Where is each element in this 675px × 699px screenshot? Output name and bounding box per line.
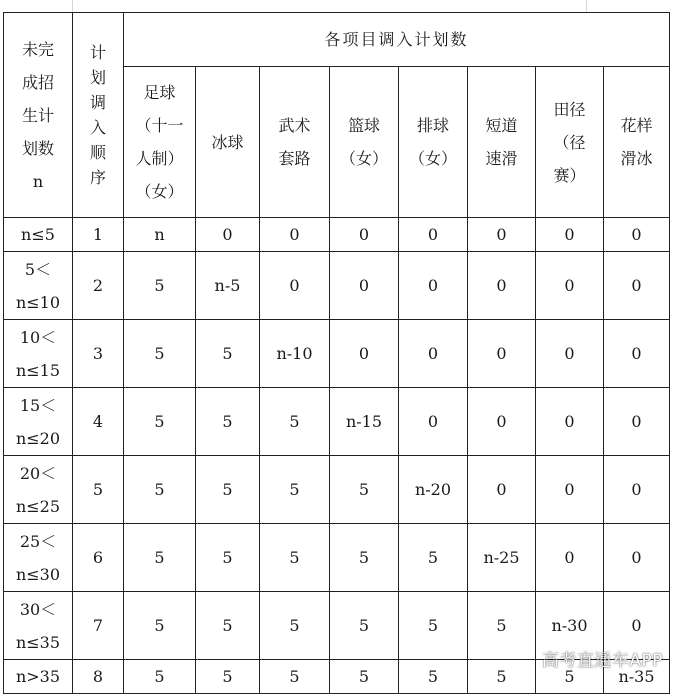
quota-cell: 0 bbox=[330, 218, 399, 252]
sport-name-line: 冰球 bbox=[211, 132, 244, 152]
sport-column-header bbox=[260, 67, 330, 218]
order-cell: 5 bbox=[73, 456, 124, 524]
header-line: 计 bbox=[89, 43, 106, 62]
quota-cell: 5 bbox=[330, 660, 399, 694]
sport-name-line: 速滑 bbox=[485, 149, 518, 168]
sport-name bbox=[260, 109, 329, 175]
quota-cell: 5 bbox=[468, 660, 536, 694]
quota-cell: 0 bbox=[536, 252, 604, 320]
sport-name bbox=[399, 109, 467, 175]
quota-cell: n-10 bbox=[260, 320, 330, 388]
quota-cell: 0 bbox=[468, 388, 536, 456]
range-line: n≤5 bbox=[21, 225, 55, 244]
quota-cell: n-25 bbox=[468, 524, 536, 592]
sport-name bbox=[604, 109, 669, 175]
header-line: 划数 bbox=[21, 138, 54, 158]
order-cell: 3 bbox=[73, 320, 124, 388]
sport-column-header bbox=[399, 67, 468, 218]
sport-column-header bbox=[536, 67, 604, 218]
range-line: 30＜ bbox=[19, 599, 57, 619]
quota-cell: 5 bbox=[196, 320, 260, 388]
header-row-1 bbox=[4, 13, 670, 67]
quota-cell: n-35 bbox=[604, 660, 670, 694]
quota-cell: 5 bbox=[260, 456, 330, 524]
range-line: 25＜ bbox=[19, 531, 57, 551]
range-line: n≤35 bbox=[15, 632, 61, 652]
quota-cell: n-20 bbox=[399, 456, 468, 524]
range-cell bbox=[4, 592, 73, 660]
range-cell bbox=[4, 252, 73, 320]
quota-cell: 5 bbox=[124, 592, 196, 660]
order-cell: 4 bbox=[73, 388, 124, 456]
quota-cell: 5 bbox=[468, 592, 536, 660]
quota-cell: 0 bbox=[536, 388, 604, 456]
quota-cell: 0 bbox=[604, 218, 670, 252]
quota-cell: 0 bbox=[196, 218, 260, 252]
quota-cell: 5 bbox=[196, 524, 260, 592]
sport-name-line: （女） bbox=[135, 182, 184, 201]
header-line: 调 bbox=[89, 93, 106, 112]
order-header bbox=[73, 13, 124, 218]
sport-name-line: 排球 bbox=[416, 116, 449, 135]
sport-name bbox=[196, 126, 259, 159]
sport-name-line: （十一 bbox=[135, 116, 184, 135]
header-line: 划 bbox=[89, 68, 106, 87]
quota-cell: 5 bbox=[399, 524, 468, 592]
quota-cell: 5 bbox=[196, 456, 260, 524]
sport-column-header bbox=[330, 67, 399, 218]
quota-cell: 5 bbox=[124, 456, 196, 524]
sport-name-line: 赛） bbox=[553, 165, 586, 185]
quota-cell: n-5 bbox=[196, 252, 260, 320]
quota-cell: 0 bbox=[399, 218, 468, 252]
quota-cell: n-30 bbox=[536, 592, 604, 660]
quota-cell: 0 bbox=[604, 592, 670, 660]
range-cell bbox=[4, 524, 73, 592]
header-line: 生计 bbox=[21, 105, 54, 125]
table-row bbox=[4, 388, 670, 456]
quota-cell: 0 bbox=[468, 320, 536, 388]
quota-cell: 0 bbox=[604, 456, 670, 524]
quota-cell: 5 bbox=[196, 388, 260, 456]
table-row bbox=[4, 524, 670, 592]
quota-cell: 0 bbox=[468, 218, 536, 252]
sport-name bbox=[124, 76, 195, 208]
watermark: 高考直通车APP bbox=[541, 651, 663, 671]
table-row bbox=[4, 456, 670, 524]
quota-cell: 5 bbox=[124, 524, 196, 592]
quota-cell: 5 bbox=[260, 524, 330, 592]
sport-name bbox=[330, 109, 398, 175]
sport-name-line: 短道 bbox=[485, 116, 518, 135]
page-edge-mark-left bbox=[72, 0, 73, 12]
sport-column-header bbox=[124, 67, 196, 218]
sport-column-header bbox=[604, 67, 670, 218]
table-row bbox=[4, 252, 670, 320]
range-cell bbox=[4, 218, 73, 252]
quota-cell: 0 bbox=[399, 320, 468, 388]
range-line: 10＜ bbox=[19, 327, 57, 347]
quota-cell: n bbox=[124, 218, 196, 252]
quota-cell: 0 bbox=[330, 320, 399, 388]
table-row bbox=[4, 320, 670, 388]
quota-allocation-table bbox=[3, 12, 670, 694]
sport-name-line: 套路 bbox=[278, 149, 311, 168]
sport-name bbox=[468, 109, 535, 175]
quota-cell: 0 bbox=[260, 252, 330, 320]
quota-cell: 5 bbox=[196, 592, 260, 660]
range-line: 20＜ bbox=[19, 463, 57, 483]
header-line: n bbox=[32, 171, 44, 191]
sport-name bbox=[536, 93, 603, 192]
sport-name-line: 篮球 bbox=[347, 116, 380, 135]
range-line: n≤20 bbox=[15, 428, 61, 448]
quota-cell: 5 bbox=[124, 320, 196, 388]
page-edge-mark-right bbox=[586, 0, 587, 12]
table-row bbox=[4, 218, 670, 252]
sport-name-line: 花样 bbox=[620, 116, 653, 135]
header-line: 序 bbox=[89, 168, 106, 187]
quota-cell: 0 bbox=[330, 252, 399, 320]
sport-column-header bbox=[196, 67, 260, 218]
sport-column-header bbox=[468, 67, 536, 218]
range-line: 5＜ bbox=[24, 259, 52, 279]
quota-cell: 0 bbox=[604, 320, 670, 388]
sport-name-line: 人制） bbox=[135, 149, 184, 168]
group-header: 各项目调入计划数 bbox=[124, 13, 670, 67]
quota-cell: 5 bbox=[260, 660, 330, 694]
range-line: n>35 bbox=[15, 667, 61, 686]
quota-cell: 5 bbox=[399, 660, 468, 694]
order-cell: 6 bbox=[73, 524, 124, 592]
range-line: n≤10 bbox=[15, 292, 61, 312]
quota-cell: 0 bbox=[604, 252, 670, 320]
range-line: n≤15 bbox=[15, 360, 61, 380]
quota-cell: 0 bbox=[536, 218, 604, 252]
sport-name-line: 田径 bbox=[553, 99, 586, 119]
header-line: 成招 bbox=[21, 72, 54, 92]
quota-cell: 5 bbox=[124, 660, 196, 694]
quota-cell: 0 bbox=[468, 456, 536, 524]
quota-cell: n-15 bbox=[330, 388, 399, 456]
quota-cell: 5 bbox=[260, 388, 330, 456]
header-line: 入 bbox=[89, 118, 106, 137]
order-header-text bbox=[73, 40, 123, 190]
quota-cell: 0 bbox=[260, 218, 330, 252]
sport-name-line: 滑冰 bbox=[620, 149, 653, 168]
quota-cell: 5 bbox=[330, 524, 399, 592]
quota-cell: 5 bbox=[330, 592, 399, 660]
range-cell bbox=[4, 660, 73, 694]
sport-name-line: 足球 bbox=[143, 83, 176, 102]
sport-name-line: （径 bbox=[553, 132, 586, 152]
quota-cell: 5 bbox=[399, 592, 468, 660]
range-line: n≤25 bbox=[15, 496, 61, 516]
header-line: 顺 bbox=[89, 143, 106, 162]
quota-cell: 5 bbox=[260, 592, 330, 660]
order-cell: 1 bbox=[73, 218, 124, 252]
range-cell bbox=[4, 320, 73, 388]
sport-name-line: （女） bbox=[408, 149, 457, 168]
quota-cell: 0 bbox=[604, 388, 670, 456]
quota-cell: 5 bbox=[536, 660, 604, 694]
range-cell bbox=[4, 456, 73, 524]
quota-cell: 0 bbox=[399, 252, 468, 320]
quota-cell: 5 bbox=[124, 388, 196, 456]
quota-cell: 5 bbox=[330, 456, 399, 524]
quota-cell: 0 bbox=[399, 388, 468, 456]
quota-cell: 0 bbox=[468, 252, 536, 320]
quota-cell: 0 bbox=[536, 456, 604, 524]
range-line: 15＜ bbox=[19, 395, 57, 415]
quota-cell: 5 bbox=[196, 660, 260, 694]
sport-name-line: （女） bbox=[339, 149, 388, 168]
quota-cell: 0 bbox=[604, 524, 670, 592]
order-cell: 8 bbox=[73, 660, 124, 694]
quota-cell: 0 bbox=[536, 524, 604, 592]
sport-name-line: 武术 bbox=[278, 116, 311, 135]
order-cell: 7 bbox=[73, 592, 124, 660]
range-cell bbox=[4, 388, 73, 456]
quota-cell: 0 bbox=[536, 320, 604, 388]
quota-cell: 5 bbox=[124, 252, 196, 320]
remaining-quota-header-text bbox=[4, 33, 72, 198]
order-cell: 2 bbox=[73, 252, 124, 320]
header-line: 未完 bbox=[21, 39, 54, 59]
remaining-quota-header bbox=[4, 13, 73, 218]
range-line: n≤30 bbox=[15, 564, 61, 584]
